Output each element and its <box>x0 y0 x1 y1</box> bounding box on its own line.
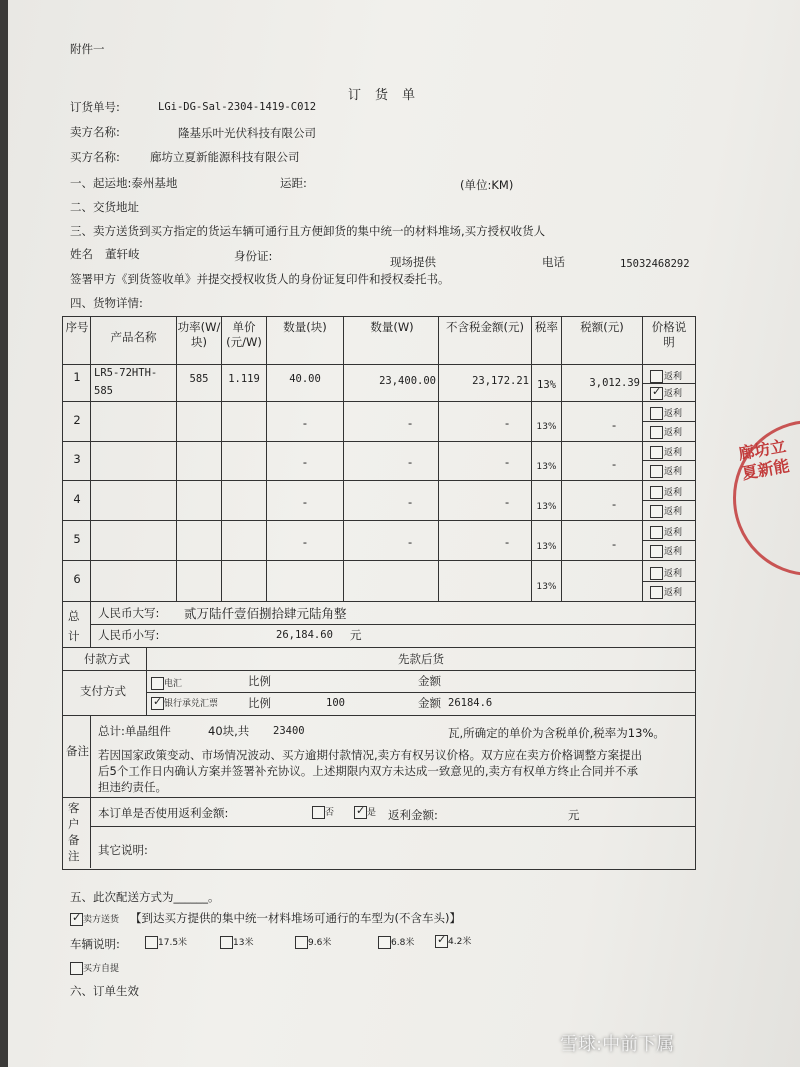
vehicle-6-8-label: 6.8米 <box>391 938 415 948</box>
row6-rate: 13% <box>536 582 557 592</box>
row6-rebate-label: 返利 <box>664 588 683 598</box>
row2-no: 2 <box>73 413 81 427</box>
id-onsite: 现场提供 <box>390 255 436 269</box>
remark-p1: 若因国家政策变动、市场情况波动、买方逾期付款情况,卖方有权另议价格。双方应在卖方价格调整方案提出 <box>98 748 643 762</box>
col-tax: 税额(元) <box>580 320 624 334</box>
row2-qty: - <box>302 416 308 430</box>
row5-rate: 13% <box>536 542 557 552</box>
ratio-label-1: 比例 <box>248 674 271 688</box>
col-qty: 数量(块) <box>283 320 327 334</box>
row1-price: 1.119 <box>228 373 260 385</box>
rebate-yes-label: 是 <box>367 808 377 818</box>
phone-label: 电话 <box>542 255 565 269</box>
row5-watt: - <box>408 535 413 549</box>
buyer-pickup-checkbox[interactable] <box>70 962 83 975</box>
lower-amount-unit: 元 <box>350 628 362 642</box>
row1-power: 585 <box>189 373 209 385</box>
amount-2: 26184.6 <box>448 697 493 709</box>
vehicle-4-2-label: 4.2米 <box>448 937 472 947</box>
row2-no-rebate-checkbox[interactable] <box>650 407 663 420</box>
row1-rebate-checkbox[interactable] <box>650 387 663 400</box>
col-amount: 不含税金额(元) <box>446 320 524 334</box>
row1-no-rebate-checkbox[interactable] <box>650 370 663 383</box>
row1-tax: 3,012.39 <box>589 377 640 389</box>
goods-section-title: 四、货物详情: <box>70 296 143 310</box>
row1-no: 1 <box>73 370 81 384</box>
vehicle-17-5-checkbox[interactable] <box>145 936 158 949</box>
vehicle-9-6-checkbox[interactable] <box>295 936 308 949</box>
row4-qty: - <box>302 495 308 509</box>
ratio-label-2: 比例 <box>248 696 271 710</box>
lower-amount-label: 人民币小写: <box>98 628 160 642</box>
row1-no-rebate-label: 返利 <box>664 372 683 382</box>
sign-note: 签署甲方《到货签收单》并提交授权收货人的身份证复印件和授权委托书。 <box>70 272 450 286</box>
receiver-name: 董轩岐 <box>105 247 140 261</box>
vehicle-label: 车辆说明: <box>70 937 120 951</box>
seller-delivery-label: 卖方送货 <box>83 915 120 925</box>
row4-no: 4 <box>73 492 81 506</box>
row3-rebate-checkbox[interactable] <box>650 465 663 478</box>
vehicle-17-5-label: 17.5米 <box>158 938 188 948</box>
row2-watt: - <box>408 416 413 430</box>
remark-line1-d: 瓦,所确定的单价为含税单价,税率为13%。 <box>448 726 665 740</box>
vehicle-13-checkbox[interactable] <box>220 936 233 949</box>
vehicle-4-2-checkbox[interactable] <box>435 935 448 948</box>
bank-draft-label: 银行承兑汇票 <box>164 699 219 709</box>
row2-amount: - <box>505 416 510 430</box>
buyer-label: 买方名称: <box>70 150 120 164</box>
row2-rebate-label: 返利 <box>664 428 683 438</box>
origin: 一、起运地:泰州基地 <box>70 176 178 190</box>
row2-tax: - <box>612 418 617 432</box>
col-explain: 价格说明 <box>651 320 687 349</box>
payment-method: 先款后货 <box>398 652 444 666</box>
col-watt: 数量(W) <box>370 320 414 334</box>
delivery-method-label: 五、此次配送方式为______。 <box>70 890 220 904</box>
row5-no-rebate-label: 返利 <box>664 528 683 538</box>
vehicle-9-6-label: 9.6米 <box>308 938 332 948</box>
row4-tax: - <box>612 497 617 511</box>
remark-p2: 后5个工作日内确认方案并签署补充协议。上述期限内双方未达成一致意见的,卖方有权单方终止合同并不承 <box>98 764 638 778</box>
payment-method-label: 付款方式 <box>84 652 130 666</box>
col-no: 序号 <box>65 320 89 334</box>
bank-draft-checkbox[interactable] <box>151 697 164 710</box>
row3-no: 3 <box>73 452 81 466</box>
remark-line1-b: 40块,共 <box>208 724 250 738</box>
lower-amount: 26,184.60 <box>276 629 333 641</box>
row5-rebate-label: 返利 <box>664 547 683 557</box>
row2-rate: 13% <box>536 422 557 432</box>
row6-rebate-checkbox[interactable] <box>650 586 663 599</box>
pay-type-label: 支付方式 <box>80 684 126 698</box>
row6-no: 6 <box>73 572 81 586</box>
row3-tax: - <box>612 457 617 471</box>
row4-rebate-label: 返利 <box>664 507 683 517</box>
delivery-address: 二、交货地址 <box>70 200 139 214</box>
company-seal-text: 廊坊立夏新能 <box>736 436 791 484</box>
order-no: LGi-DG-Sal-2304-1419-C012 <box>158 101 317 113</box>
rebate-amount-unit: 元 <box>568 808 580 822</box>
row3-rebate-label: 返利 <box>664 467 683 477</box>
buyer-pickup-label: 买方自提 <box>83 964 120 974</box>
distance-label: 运距: <box>280 176 307 190</box>
total-label: 总计 <box>68 609 80 643</box>
row6-no-rebate-label: 返利 <box>664 569 683 579</box>
amount-label-1: 金额 <box>418 674 441 688</box>
remark-label: 备注 <box>66 744 89 758</box>
upper-amount-label: 人民币大写: <box>98 606 160 620</box>
row1-watt: 23,400.00 <box>379 375 436 387</box>
row3-rate: 13% <box>536 462 557 472</box>
other-notes-label: 其它说明: <box>98 843 148 857</box>
row5-tax: - <box>612 537 617 551</box>
row1-qty: 40.00 <box>289 373 321 385</box>
receiver-name-label: 姓名 <box>70 247 93 261</box>
row5-qty: - <box>302 535 308 549</box>
row5-amount: - <box>505 535 510 549</box>
vehicle-6-8-checkbox[interactable] <box>378 936 391 949</box>
amount-label-2: 金额 <box>418 696 441 710</box>
ratio-2: 100 <box>326 697 345 709</box>
vehicle-desc: 【到达买方提供的集中统一材料堆场可通行的车型为(不含车头)】 <box>130 911 461 925</box>
col-rate: 税率 <box>535 320 558 334</box>
row5-no: 5 <box>73 532 81 546</box>
id-label: 身份证: <box>234 249 273 263</box>
seller-name: 隆基乐叶光伏科技有限公司 <box>178 126 316 140</box>
row4-amount: - <box>505 495 510 509</box>
col-power: 功率(W/块) <box>177 320 221 349</box>
phone: 15032468292 <box>620 258 690 270</box>
row1-rate: 13% <box>537 379 556 391</box>
row4-no-rebate-label: 返利 <box>664 488 683 498</box>
row4-watt: - <box>408 495 413 509</box>
col-price: 单价(元/W) <box>226 320 262 349</box>
rebate-yes-checkbox[interactable] <box>354 806 367 819</box>
rebate-no-label: 否 <box>325 808 335 818</box>
row2-rebate-checkbox[interactable] <box>650 426 663 439</box>
row5-rebate-checkbox[interactable] <box>650 545 663 558</box>
seller-label: 卖方名称: <box>70 125 120 139</box>
delivery-clause: 三、卖方送货到买方指定的货运车辆可通行且方便卸货的集中统一的材料堆场,买方授权收货人 <box>70 224 546 238</box>
order-no-label: 订货单号: <box>70 100 120 114</box>
row4-rate: 13% <box>536 502 557 512</box>
row6-no-rebate-checkbox[interactable] <box>650 567 663 580</box>
row2-no-rebate-label: 返利 <box>664 409 683 419</box>
watermark: 雪球:中前下属 <box>560 1034 675 1055</box>
distance-unit: (单位:KM) <box>460 178 514 192</box>
buyer-name: 廊坊立夏新能源科技有限公司 <box>150 150 300 164</box>
vehicle-13-label: 13米 <box>233 938 254 948</box>
rebate-question: 本订单是否使用返利金额: <box>98 806 229 820</box>
col-name: 产品名称 <box>110 330 157 344</box>
remark-p3: 担违约责任。 <box>98 780 167 794</box>
row1-amount: 23,172.21 <box>472 375 529 387</box>
wire-transfer-checkbox[interactable] <box>151 677 164 690</box>
row3-qty: - <box>302 455 308 469</box>
remark-line1-c: 23400 <box>273 725 305 737</box>
attachment-label: 附件一 <box>70 42 105 56</box>
order-document <box>8 0 800 1067</box>
effective-section: 六、订单生效 <box>70 984 139 998</box>
upper-amount: 贰万陆仟壹佰捌拾肆元陆角整 <box>184 606 347 621</box>
row4-rebate-checkbox[interactable] <box>650 505 663 518</box>
row5-no-rebate-checkbox[interactable] <box>650 526 663 539</box>
row4-no-rebate-checkbox[interactable] <box>650 486 663 499</box>
row3-no-rebate-checkbox[interactable] <box>650 446 663 459</box>
wire-transfer-label: 电汇 <box>164 679 183 689</box>
rebate-amount-label: 返利金额: <box>388 808 438 822</box>
row1-name: LR5-72HTH-585 <box>94 367 158 397</box>
row3-no-rebate-label: 返利 <box>664 448 683 458</box>
row3-amount: - <box>505 455 510 469</box>
document-title: 订货单 <box>348 88 430 103</box>
rebate-no-checkbox[interactable] <box>312 806 325 819</box>
row1-rebate-label: 返利 <box>664 389 683 399</box>
row3-watt: - <box>408 455 413 469</box>
customer-remark-label: 客户备注 <box>68 801 80 863</box>
remark-line1-a: 总计:单晶组件 <box>98 724 171 738</box>
seller-delivery-checkbox[interactable] <box>70 913 83 926</box>
